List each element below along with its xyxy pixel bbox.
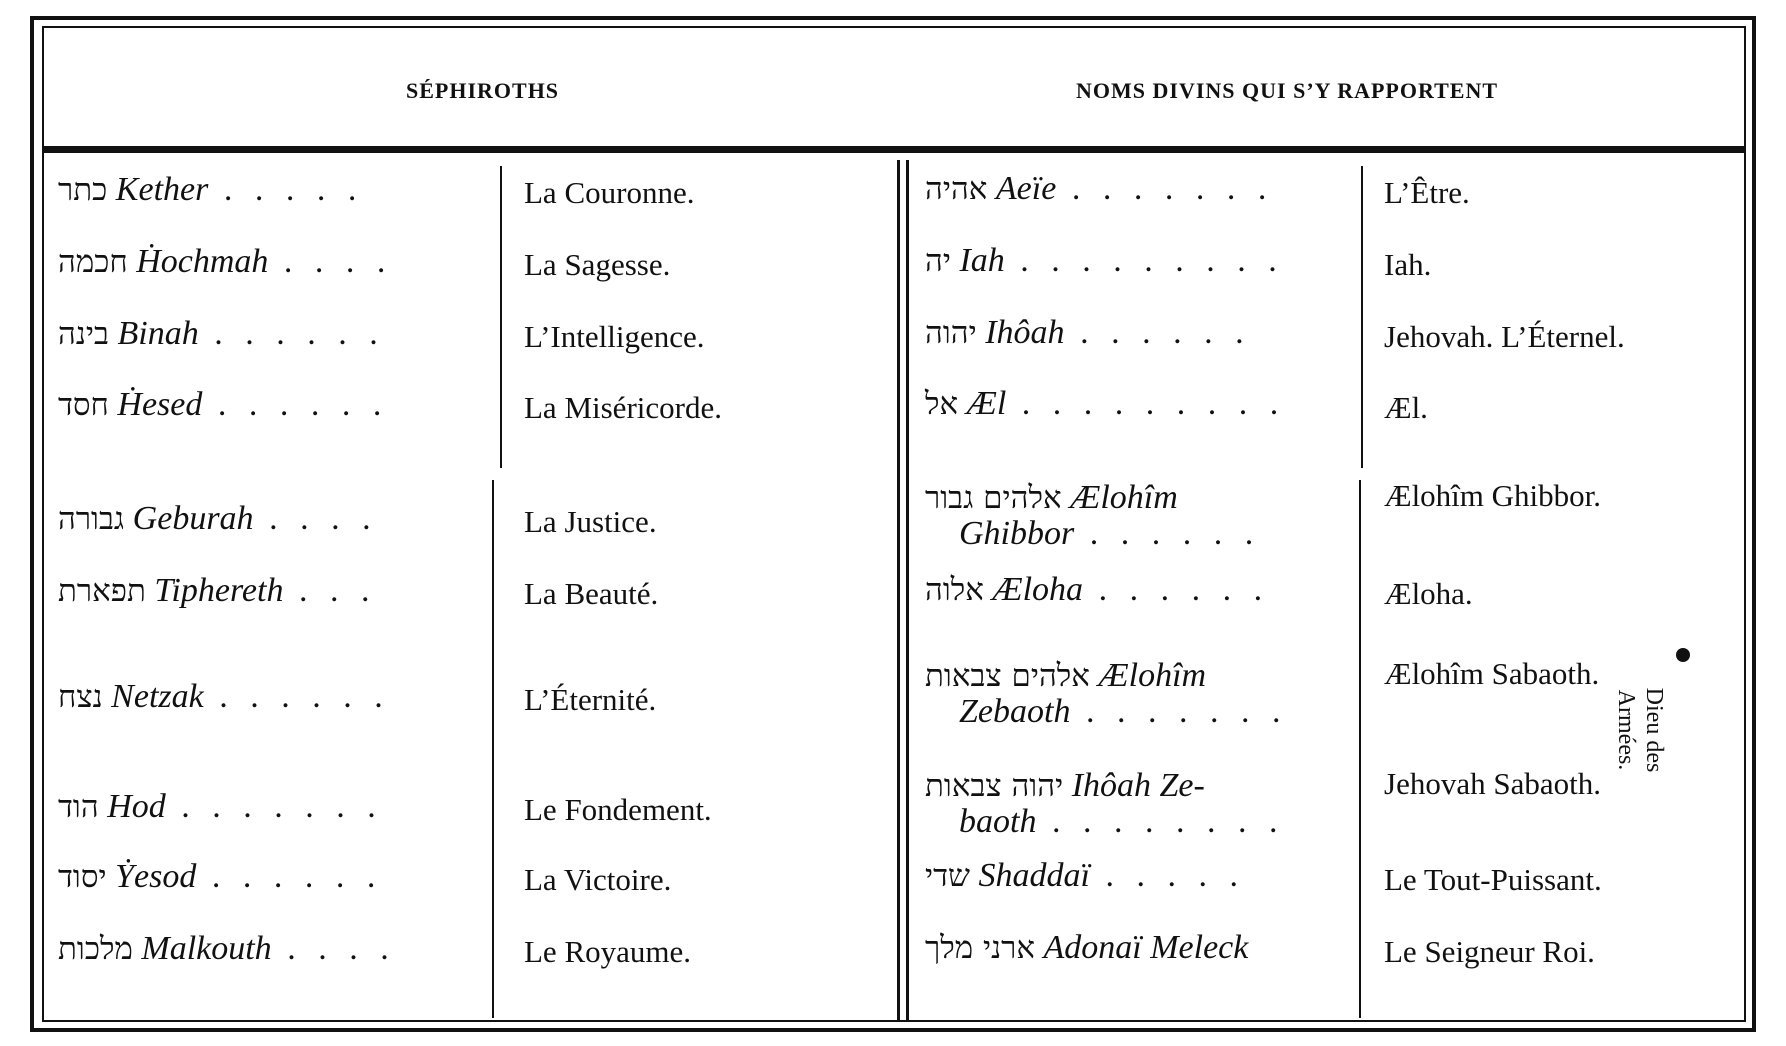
- divine-name-cell: [925, 930, 1248, 966]
- leader-dots: . . . . .: [1089, 857, 1245, 894]
- sephirah-meaning: L’Intelligence.: [524, 319, 705, 354]
- divine-hebrew: אלהים גבור: [925, 480, 1062, 516]
- sephirah-cell: [58, 788, 383, 826]
- sephirah-cell: [58, 572, 376, 610]
- leader-dots: . . . . . .: [196, 858, 383, 895]
- sephirah-meaning: Le Fondement.: [524, 792, 712, 827]
- sephirah-meaning: La Victoire.: [524, 862, 672, 897]
- hebrew-word: חסד: [58, 387, 109, 423]
- divine-name-cell: [925, 171, 1273, 207]
- divine-meaning: Iah.: [1384, 247, 1432, 282]
- divine-name-cell: [925, 243, 1284, 279]
- sephirah-name: Hod: [107, 788, 166, 825]
- column-rule-3b: [1359, 480, 1361, 1018]
- divine-name-cell: [925, 858, 1245, 894]
- sephirah-meaning: La Miséricorde.: [524, 390, 722, 425]
- sephirah-cell: [58, 500, 378, 538]
- divine-name: Æloha: [992, 571, 1084, 608]
- sephirah-name: Netzak: [111, 678, 204, 715]
- divine-meaning: Le Tout-Puissant.: [1384, 862, 1602, 897]
- sephirah-meaning: La Couronne.: [524, 175, 695, 210]
- sephirah-meaning: La Sagesse.: [524, 247, 671, 282]
- divine-name: Ihôah: [985, 314, 1065, 351]
- divine-name: Ihôah Ze-: [1071, 767, 1205, 804]
- header-rule: [44, 146, 1744, 153]
- divine-name-cell: [925, 768, 1284, 840]
- divine-hebrew: יהוה צבאות: [925, 768, 1064, 804]
- column-rule-1: [500, 166, 502, 468]
- sephirah-meaning: La Beauté.: [524, 576, 659, 611]
- divine-meaning: Æloha.: [1384, 576, 1473, 611]
- sephirah-cell: [58, 171, 363, 209]
- leader-dots: . . . . . . . .: [1036, 803, 1285, 840]
- leader-dots: . . . .: [271, 930, 396, 967]
- leader-dots: . . . . . . .: [165, 788, 383, 825]
- sephirah-meaning: L’Éternité.: [524, 682, 657, 717]
- divine-name-continued: Ghibbor: [925, 515, 1075, 552]
- divine-hebrew: יהוה: [925, 315, 977, 351]
- sephirah-meaning: La Justice.: [524, 504, 657, 539]
- leader-dots: . . . . . .: [202, 386, 389, 423]
- header-noms-divins: NOMS DIVINS QUI S’Y RAPPORTENT: [1076, 78, 1499, 103]
- leader-dots: . . . . .: [208, 171, 364, 208]
- divine-hebrew: ארני מלך: [925, 930, 1035, 966]
- sephirah-name: Ẏesod: [115, 858, 197, 895]
- sephirah-name: Kether: [115, 171, 209, 208]
- sephirah-name: Geburah: [132, 500, 254, 537]
- divine-meaning: Jehovah. L’Éternel.: [1384, 319, 1625, 354]
- divine-hebrew: אלהים צבאות: [925, 658, 1090, 694]
- hebrew-word: תפארת: [58, 573, 146, 609]
- sephirah-name: Ḣesed: [117, 386, 203, 423]
- divine-meaning: Ælohîm Ghibbor.: [1384, 478, 1602, 513]
- divine-name-cell: [925, 658, 1287, 730]
- column-rule-middle-a: [897, 160, 900, 1022]
- leader-dots: . . . . . . .: [1056, 170, 1274, 207]
- leader-dots: . . . . . .: [203, 678, 390, 715]
- divine-hebrew: אל: [925, 386, 959, 422]
- sephirah-name: Binah: [117, 315, 199, 352]
- sephirah-cell: [58, 386, 388, 424]
- leader-dots: . . . .: [268, 243, 393, 280]
- header-sephiroths: SÉPHIROTHS: [406, 78, 560, 103]
- divine-name: Shaddaï: [978, 857, 1090, 894]
- hebrew-word: הוד: [58, 789, 99, 825]
- divine-meaning: Jehovah Sabaoth.: [1384, 766, 1601, 801]
- divine-meaning: Ælohîm Sabaoth.: [1384, 656, 1600, 691]
- divine-name: Aeïe: [995, 170, 1057, 207]
- leader-dots: . . . . . .: [198, 315, 385, 352]
- leader-dots: . . . . . .: [1083, 571, 1270, 608]
- sephirah-name: Malkouth: [141, 930, 272, 967]
- column-rule-middle-b: [906, 160, 909, 1022]
- leader-dots: . . . . . .: [1074, 515, 1261, 552]
- sephirah-name: Ḣochmah: [136, 243, 269, 280]
- divine-hebrew: אלוה: [925, 572, 984, 608]
- divine-meaning: Æl.: [1384, 390, 1428, 425]
- ink-dot: [1676, 648, 1690, 662]
- leader-dots: . . . . . . .: [1070, 693, 1288, 730]
- leader-dots: . . . . . . . . .: [1006, 385, 1286, 422]
- leader-dots: . . . .: [253, 500, 378, 537]
- divine-name-cell: [925, 572, 1269, 608]
- sephirah-cell: [58, 930, 396, 968]
- divine-name: Ælohîm: [1098, 657, 1207, 694]
- sephirah-cell: [58, 858, 382, 896]
- divine-hebrew: שדי: [925, 858, 970, 894]
- divine-hebrew: יה: [925, 243, 951, 279]
- divine-hebrew: אהיה: [925, 171, 988, 207]
- divine-name: Adonaï Meleck: [1043, 929, 1249, 966]
- divine-name: Iah: [959, 242, 1005, 279]
- leader-dots: . . . . . .: [1064, 314, 1251, 351]
- sephirah-name: Tiphereth: [154, 572, 284, 609]
- divine-name-continued: Zebaoth: [925, 693, 1071, 730]
- column-rule-1b: [492, 480, 494, 1018]
- hebrew-word: כתר: [58, 172, 108, 208]
- side-note-dieu-des-armees: Dieu des Armées.: [1613, 687, 1667, 773]
- hebrew-word: יסוד: [58, 859, 107, 895]
- leader-dots: . . .: [283, 572, 377, 609]
- column-rule-3: [1361, 166, 1363, 468]
- sephirah-cell: [58, 315, 385, 353]
- hebrew-word: חכמה: [58, 244, 128, 280]
- divine-name-cell: [925, 315, 1251, 351]
- leader-dots: . . . . . . . . .: [1004, 242, 1284, 279]
- hebrew-word: גבורה: [58, 501, 125, 537]
- sephirah-cell: [58, 678, 390, 716]
- divine-meaning: Le Seigneur Roi.: [1384, 934, 1595, 969]
- divine-name: Ælohîm: [1070, 479, 1178, 516]
- sephirah-cell: [58, 243, 392, 281]
- hebrew-word: בינה: [58, 316, 109, 352]
- sephirah-meaning: Le Royaume.: [524, 934, 692, 969]
- divine-name-cell: [925, 480, 1260, 552]
- divine-name: Æl: [966, 385, 1007, 422]
- divine-name-cell: [925, 386, 1285, 422]
- divine-name-continued: baoth: [925, 803, 1037, 840]
- divine-meaning: L’Être.: [1384, 175, 1470, 210]
- hebrew-word: מלכות: [58, 931, 133, 967]
- hebrew-word: נצח: [58, 679, 103, 715]
